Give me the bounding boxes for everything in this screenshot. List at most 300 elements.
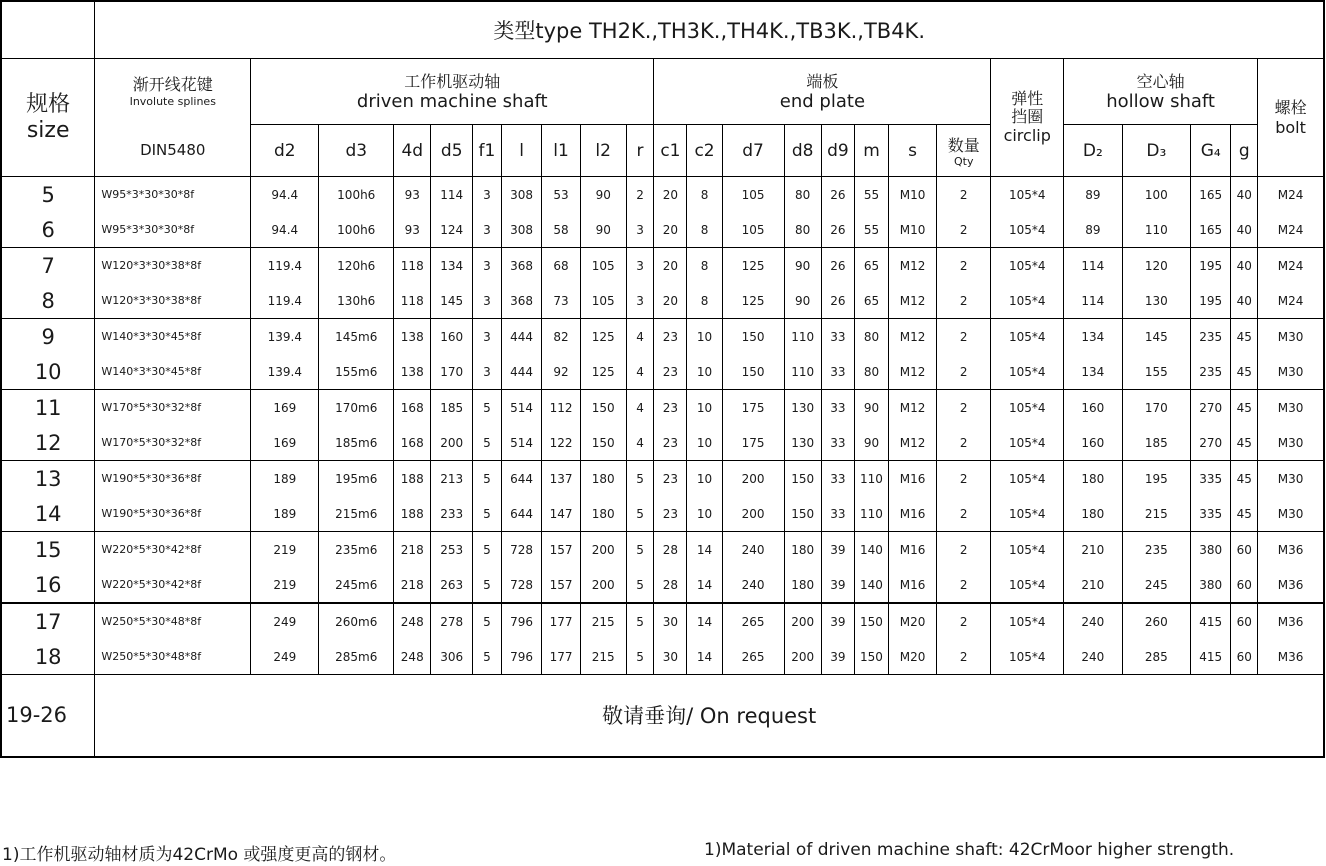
value-cell: M30 [1258, 461, 1324, 497]
value-cell: 248 [394, 639, 431, 675]
value-cell: 644 [501, 496, 542, 532]
value-cell: 30 [654, 639, 687, 675]
value-cell: 130 [784, 390, 821, 426]
value-cell: 40 [1231, 283, 1258, 319]
value-cell: 90 [580, 177, 626, 213]
value-cell: 55 [854, 212, 888, 248]
value-cell: 105*4 [991, 319, 1064, 355]
value-cell: 195m6 [319, 461, 394, 497]
spline-cell: W95*3*30*30*8f [95, 212, 251, 248]
value-cell: 189 [251, 496, 319, 532]
col-f1: f1 [473, 125, 502, 177]
value-cell: 10 [687, 461, 722, 497]
spline-cell: W120*3*30*38*8f [95, 248, 251, 284]
value-cell: 105 [580, 283, 626, 319]
shaft-header-cn: 工作机驱动轴 [404, 71, 501, 91]
value-cell: 185 [431, 390, 473, 426]
value-cell: 180 [580, 496, 626, 532]
value-cell: 90 [580, 212, 626, 248]
value-cell: M12 [889, 425, 937, 461]
value-cell: 2 [937, 567, 991, 603]
value-cell: 200 [784, 639, 821, 675]
value-cell: 2 [937, 283, 991, 319]
value-cell: 33 [821, 425, 854, 461]
value-cell: 33 [821, 390, 854, 426]
value-cell: 23 [654, 425, 687, 461]
value-cell: 33 [821, 496, 854, 532]
col-d8: d8 [784, 125, 821, 177]
value-cell: 213 [431, 461, 473, 497]
table-row [1, 319, 1324, 355]
value-cell: 415 [1190, 639, 1231, 675]
value-cell: 160 [1064, 425, 1123, 461]
footnote-cn: 1)工作机驱动轴材质为42CrMo 或强度更高的钢材。 [2, 845, 397, 865]
spline-cell: W170*5*30*32*8f [95, 425, 251, 461]
table-row [1, 248, 1324, 284]
col-d3: d3 [319, 125, 394, 177]
value-cell: 14 [687, 603, 722, 639]
value-cell: 240 [722, 532, 784, 568]
value-cell: 80 [854, 354, 888, 390]
value-cell: 80 [784, 212, 821, 248]
col-l2: l2 [580, 125, 626, 177]
value-cell: 728 [501, 532, 542, 568]
value-cell: M12 [889, 354, 937, 390]
value-cell: 200 [722, 496, 784, 532]
value-cell: 45 [1231, 319, 1258, 355]
value-cell: 14 [687, 639, 722, 675]
value-cell: M24 [1258, 248, 1324, 284]
value-cell: 80 [854, 319, 888, 355]
hollow-header [1064, 59, 1258, 125]
table-row [1, 354, 1324, 390]
value-cell: 26 [821, 248, 854, 284]
circlip-header-en: circlip [1003, 125, 1051, 145]
value-cell: M36 [1258, 603, 1324, 639]
value-cell: 120h6 [319, 248, 394, 284]
value-cell: 368 [501, 248, 542, 284]
value-cell: 180 [784, 567, 821, 603]
value-cell: 119.4 [251, 248, 319, 284]
value-cell: M30 [1258, 425, 1324, 461]
value-cell: 3 [473, 212, 502, 248]
value-cell: 210 [1064, 567, 1123, 603]
value-cell: 215 [580, 639, 626, 675]
value-cell: 235 [1190, 319, 1231, 355]
value-cell: 134 [1064, 354, 1123, 390]
value-cell: M16 [889, 567, 937, 603]
col-d2: d2 [251, 125, 319, 177]
spline-cell: W170*5*30*32*8f [95, 390, 251, 426]
value-cell: 150 [854, 639, 888, 675]
value-cell: 4 [626, 390, 654, 426]
value-cell: 5 [473, 390, 502, 426]
value-cell: 28 [654, 567, 687, 603]
value-cell: 20 [654, 283, 687, 319]
col-r: r [626, 125, 654, 177]
value-cell: 5 [473, 532, 502, 568]
value-cell: 82 [542, 319, 580, 355]
value-cell: 5 [626, 532, 654, 568]
value-cell: 335 [1190, 461, 1231, 497]
value-cell: 40 [1231, 177, 1258, 213]
value-cell: 150 [722, 319, 784, 355]
value-cell: 335 [1190, 496, 1231, 532]
value-cell: 233 [431, 496, 473, 532]
value-cell: 55 [854, 177, 888, 213]
value-cell: 105*4 [991, 496, 1064, 532]
value-cell: 130 [784, 425, 821, 461]
value-cell: 3 [473, 283, 502, 319]
value-cell: M12 [889, 390, 937, 426]
bolt-header-cn: 螺栓 [1274, 97, 1307, 117]
value-cell: 368 [501, 283, 542, 319]
table-row [1, 639, 1324, 675]
col-4d: 4d [394, 125, 431, 177]
value-cell: 105*4 [991, 603, 1064, 639]
value-cell: 138 [394, 354, 431, 390]
value-cell: 200 [722, 461, 784, 497]
value-cell: 39 [821, 639, 854, 675]
value-cell: 10 [687, 425, 722, 461]
value-cell: 33 [821, 461, 854, 497]
bolt-header-en: bolt [1275, 117, 1306, 137]
size-cell: 10 [1, 354, 95, 390]
value-cell: 120 [1122, 248, 1190, 284]
value-cell: 155m6 [319, 354, 394, 390]
value-cell: 155 [1122, 354, 1190, 390]
value-cell: 260 [1122, 603, 1190, 639]
value-cell: 168 [394, 425, 431, 461]
value-cell: 60 [1231, 567, 1258, 603]
value-cell: 134 [1064, 319, 1123, 355]
value-cell: 270 [1190, 425, 1231, 461]
shaft-header-en: driven machine shaft [356, 90, 548, 112]
value-cell: 26 [821, 212, 854, 248]
splines-std: DIN5480 [95, 125, 251, 177]
value-cell: 105*4 [991, 177, 1064, 213]
value-cell: 145m6 [319, 319, 394, 355]
plate-header-en: end plate [779, 90, 866, 112]
value-cell: 796 [501, 603, 542, 639]
value-cell: 150 [580, 390, 626, 426]
value-cell: 380 [1190, 567, 1231, 603]
value-cell: 139.4 [251, 354, 319, 390]
value-cell: 444 [501, 319, 542, 355]
value-cell: 58 [542, 212, 580, 248]
value-cell: M30 [1258, 354, 1324, 390]
value-cell: 200 [580, 532, 626, 568]
value-cell: 150 [722, 354, 784, 390]
value-cell: 14 [687, 567, 722, 603]
table-row [1, 532, 1324, 568]
spline-cell: W250*5*30*48*8f [95, 603, 251, 639]
value-cell: 263 [431, 567, 473, 603]
value-cell: 188 [394, 496, 431, 532]
value-cell: 219 [251, 532, 319, 568]
value-cell: 105*4 [991, 283, 1064, 319]
value-cell: 215 [580, 603, 626, 639]
value-cell: 3 [473, 354, 502, 390]
value-cell: 285m6 [319, 639, 394, 675]
value-cell: 175 [722, 425, 784, 461]
value-cell: 94.4 [251, 177, 319, 213]
value-cell: 644 [501, 461, 542, 497]
value-cell: 5 [473, 496, 502, 532]
spline-cell: W190*5*30*36*8f [95, 496, 251, 532]
value-cell: 415 [1190, 603, 1231, 639]
col-l: l [501, 125, 542, 177]
value-cell: 185m6 [319, 425, 394, 461]
value-cell: 157 [542, 567, 580, 603]
value-cell: 60 [1231, 603, 1258, 639]
value-cell: 200 [580, 567, 626, 603]
value-cell: 218 [394, 532, 431, 568]
value-cell: 306 [431, 639, 473, 675]
value-cell: 249 [251, 603, 319, 639]
value-cell: M30 [1258, 319, 1324, 355]
value-cell: 2 [937, 248, 991, 284]
value-cell: 2 [937, 496, 991, 532]
value-cell: M36 [1258, 532, 1324, 568]
value-cell: 2 [937, 639, 991, 675]
value-cell: 124 [431, 212, 473, 248]
value-cell: 3 [473, 177, 502, 213]
value-cell: 170 [431, 354, 473, 390]
value-cell: 175 [722, 390, 784, 426]
col-g: g [1231, 125, 1258, 177]
value-cell: 2 [937, 425, 991, 461]
value-cell: 796 [501, 639, 542, 675]
value-cell: 23 [654, 390, 687, 426]
value-cell: 177 [542, 639, 580, 675]
value-cell: 125 [722, 248, 784, 284]
value-cell: 45 [1231, 461, 1258, 497]
circlip-header [991, 59, 1064, 177]
request-size: 19-26 [1, 675, 95, 757]
value-cell: 119.4 [251, 283, 319, 319]
col-s: s [889, 125, 937, 177]
col-c1: c1 [654, 125, 687, 177]
value-cell: 105*4 [991, 461, 1064, 497]
value-cell: 195 [1190, 248, 1231, 284]
value-cell: 265 [722, 639, 784, 675]
value-cell: 118 [394, 248, 431, 284]
table-title: 类型type TH2K.,TH3K.,TH4K.,TB3K.,TB4K. [95, 1, 1324, 59]
value-cell: 2 [937, 177, 991, 213]
value-cell: 5 [626, 496, 654, 532]
table-row [1, 496, 1324, 532]
value-cell: 728 [501, 567, 542, 603]
value-cell: 122 [542, 425, 580, 461]
value-cell: 3 [473, 319, 502, 355]
value-cell: 5 [626, 461, 654, 497]
value-cell: 140 [854, 567, 888, 603]
value-cell: M16 [889, 461, 937, 497]
value-cell: 2 [937, 532, 991, 568]
size-cell: 16 [1, 567, 95, 603]
value-cell: 160 [1064, 390, 1123, 426]
value-cell: M30 [1258, 496, 1324, 532]
value-cell: 260m6 [319, 603, 394, 639]
value-cell: 45 [1231, 496, 1258, 532]
value-cell: 114 [431, 177, 473, 213]
value-cell: 39 [821, 567, 854, 603]
value-cell: 73 [542, 283, 580, 319]
value-cell: 180 [1064, 461, 1123, 497]
spline-cell: W95*3*30*30*8f [95, 177, 251, 213]
value-cell: 40 [1231, 212, 1258, 248]
value-cell: 10 [687, 319, 722, 355]
value-cell: 60 [1231, 532, 1258, 568]
value-cell: 114 [1064, 248, 1123, 284]
table-body [1, 177, 1324, 675]
col-D2: D₂ [1064, 125, 1123, 177]
value-cell: 26 [821, 177, 854, 213]
value-cell: 105*4 [991, 212, 1064, 248]
value-cell: 145 [431, 283, 473, 319]
value-cell: 80 [784, 177, 821, 213]
value-cell: 210 [1064, 532, 1123, 568]
size-cell: 7 [1, 248, 95, 284]
value-cell: 195 [1190, 283, 1231, 319]
col-D3: D₃ [1122, 125, 1190, 177]
value-cell: 5 [473, 461, 502, 497]
value-cell: 3 [626, 283, 654, 319]
col-d7: d7 [722, 125, 784, 177]
table-row [1, 283, 1324, 319]
value-cell: 3 [626, 212, 654, 248]
value-cell: 100h6 [319, 212, 394, 248]
value-cell: 219 [251, 567, 319, 603]
value-cell: 249 [251, 639, 319, 675]
size-header-cn: 规格 [26, 91, 71, 117]
value-cell: 177 [542, 603, 580, 639]
value-cell: 270 [1190, 390, 1231, 426]
value-cell: 218 [394, 567, 431, 603]
size-cell: 11 [1, 390, 95, 426]
value-cell: 4 [626, 354, 654, 390]
hollow-header-en: hollow shaft [1106, 90, 1215, 112]
value-cell: 165 [1190, 212, 1231, 248]
value-cell: 2 [937, 212, 991, 248]
value-cell: 20 [654, 248, 687, 284]
value-cell: M24 [1258, 283, 1324, 319]
col-G4: G₄ [1190, 125, 1231, 177]
value-cell: 160 [431, 319, 473, 355]
size-cell: 13 [1, 461, 95, 497]
value-cell: 240 [1064, 639, 1123, 675]
value-cell: 147 [542, 496, 580, 532]
value-cell: 5 [626, 567, 654, 603]
value-cell: 112 [542, 390, 580, 426]
value-cell: M12 [889, 248, 937, 284]
spline-cell: W220*5*30*42*8f [95, 532, 251, 568]
value-cell: 240 [1064, 603, 1123, 639]
value-cell: M24 [1258, 212, 1324, 248]
value-cell: 235m6 [319, 532, 394, 568]
value-cell: 150 [854, 603, 888, 639]
value-cell: 110 [854, 461, 888, 497]
value-cell: 105*4 [991, 354, 1064, 390]
value-cell: 68 [542, 248, 580, 284]
value-cell: 45 [1231, 390, 1258, 426]
qty-header-en: Qty [954, 155, 974, 168]
value-cell: M30 [1258, 390, 1324, 426]
value-cell: 39 [821, 603, 854, 639]
value-cell: 245 [1122, 567, 1190, 603]
value-cell: M12 [889, 283, 937, 319]
value-cell: M10 [889, 212, 937, 248]
value-cell: 90 [854, 425, 888, 461]
spline-cell: W120*3*30*38*8f [95, 283, 251, 319]
value-cell: 514 [501, 425, 542, 461]
splines-header-en: Involute splines [129, 95, 216, 109]
size-cell: 6 [1, 212, 95, 248]
value-cell: 380 [1190, 532, 1231, 568]
value-cell: 215m6 [319, 496, 394, 532]
value-cell: 105*4 [991, 639, 1064, 675]
table-row [1, 177, 1324, 213]
value-cell: 278 [431, 603, 473, 639]
size-header-en: size [26, 117, 70, 143]
value-cell: 8 [687, 283, 722, 319]
value-cell: M12 [889, 319, 937, 355]
value-cell: 33 [821, 319, 854, 355]
value-cell: 188 [394, 461, 431, 497]
value-cell: 90 [854, 390, 888, 426]
value-cell: 105*4 [991, 532, 1064, 568]
value-cell: 240 [722, 567, 784, 603]
size-cell: 12 [1, 425, 95, 461]
value-cell: 105*4 [991, 567, 1064, 603]
size-cell: 14 [1, 496, 95, 532]
spline-cell: W190*5*30*36*8f [95, 461, 251, 497]
hollow-header-cn: 空心轴 [1136, 71, 1185, 91]
value-cell: 180 [784, 532, 821, 568]
value-cell: 150 [784, 461, 821, 497]
value-cell: 137 [542, 461, 580, 497]
plate-header [654, 59, 991, 125]
value-cell: M36 [1258, 567, 1324, 603]
value-cell: 23 [654, 496, 687, 532]
value-cell: 200 [431, 425, 473, 461]
value-cell: 118 [394, 283, 431, 319]
value-cell: 94.4 [251, 212, 319, 248]
value-cell: 8 [687, 212, 722, 248]
value-cell: 110 [1122, 212, 1190, 248]
value-cell: 145 [1122, 319, 1190, 355]
table-row [1, 603, 1324, 639]
value-cell: 140 [854, 532, 888, 568]
value-cell: 93 [394, 177, 431, 213]
splines-header-cn: 渐开线花键 [132, 75, 213, 95]
value-cell: 514 [501, 390, 542, 426]
value-cell: 138 [394, 319, 431, 355]
value-cell: 45 [1231, 354, 1258, 390]
value-cell: 114 [1064, 283, 1123, 319]
value-cell: 215 [1122, 496, 1190, 532]
value-cell: 180 [1064, 496, 1123, 532]
value-cell: 105 [580, 248, 626, 284]
value-cell: 125 [722, 283, 784, 319]
value-cell: 14 [687, 532, 722, 568]
value-cell: 285 [1122, 639, 1190, 675]
value-cell: 180 [580, 461, 626, 497]
value-cell: 28 [654, 532, 687, 568]
value-cell: 105 [722, 177, 784, 213]
value-cell: 5 [473, 425, 502, 461]
